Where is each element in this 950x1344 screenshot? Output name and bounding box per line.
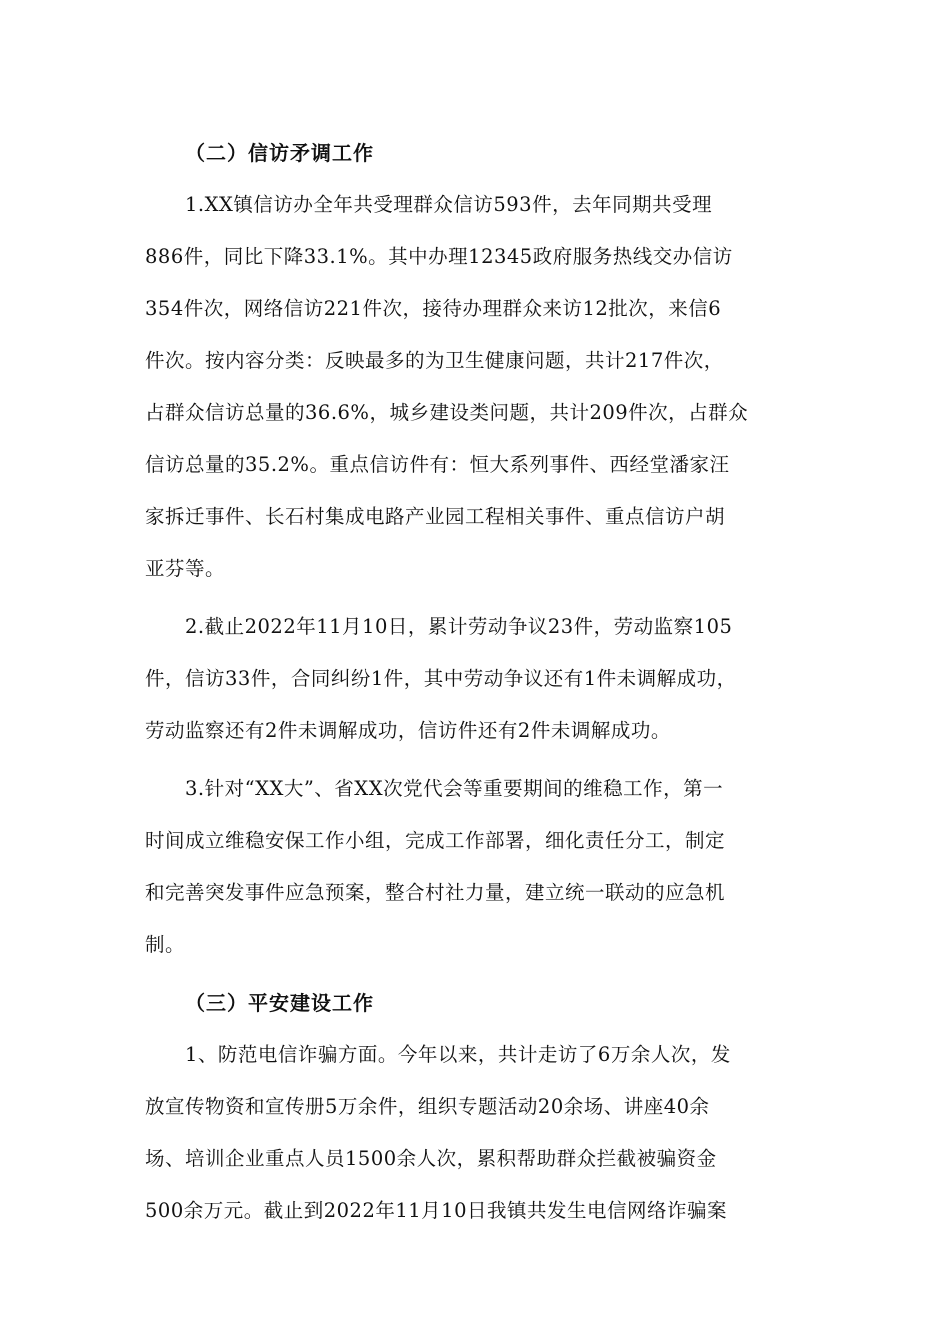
text-line: 时间成立维稳安保工作小组，完成工作部署，细化责任分工，制定 bbox=[145, 829, 726, 852]
paragraph-labor-disputes bbox=[145, 601, 805, 757]
text-line: 件次。按内容分类：反映最多的为卫生健康问题，共计217件次， bbox=[145, 349, 724, 372]
text-line: 1、防范电信诈骗方面。今年以来，共计走访了6万余人次，发 bbox=[185, 1043, 731, 1066]
paragraph-petition-stats bbox=[145, 179, 805, 595]
text-line: 3.针对“XX大”、省XX次党代会等重要期间的维稳工作，第一 bbox=[185, 777, 724, 800]
text-line: 放宣传物资和宣传册5万余件，组织专题活动20余场、讲座40余 bbox=[145, 1095, 710, 1118]
text-line: 家拆迁事件、长石村集成电路产业园工程相关事件、重点信访户胡 bbox=[145, 505, 726, 528]
paragraph-stability-work bbox=[145, 763, 805, 971]
text-line: 500余万元。截止到2022年11月10日我镇共发生电信网络诈骗案 bbox=[145, 1199, 727, 1222]
section-heading-safety: （三）平安建设工作 bbox=[185, 991, 374, 1015]
text-line: 亚芬等。 bbox=[145, 557, 226, 580]
text-line: 1.XX镇信访办全年共受理群众信访593件，去年同期共受理 bbox=[185, 193, 713, 216]
document-body bbox=[145, 127, 805, 1243]
text-line: 信访总量的35.2%。重点信访件有：恒大系列事件、西经堂潘家汪 bbox=[145, 453, 730, 476]
text-line: 劳动监察还有2件未调解成功，信访件还有2件未调解成功。 bbox=[145, 719, 671, 742]
text-line: 件，信访33件，合同纠纷1件，其中劳动争议还有1件未调解成功， bbox=[145, 667, 737, 690]
text-line: 和完善突发事件应急预案，整合村社力量，建立统一联动的应急机 bbox=[145, 881, 726, 904]
text-line: 2.截止2022年11月10日，累计劳动争议23件，劳动监察105 bbox=[185, 615, 733, 638]
text-line: 占群众信访总量的36.6%，城乡建设类问题，共计209件次，占群众 bbox=[145, 401, 749, 424]
text-line: 886件，同比下降33.1%。其中办理12345政府服务热线交办信访 bbox=[145, 245, 733, 268]
text-line: 场、培训企业重点人员1500余人次，累积帮助群众拦截被骗资金 bbox=[145, 1147, 717, 1170]
section-heading-petition: （二）信访矛调工作 bbox=[185, 141, 374, 165]
paragraph-telecom-fraud bbox=[145, 1029, 805, 1237]
text-line: 354件次，网络信访221件次，接待办理群众来访12批次，来信6 bbox=[145, 297, 722, 320]
text-line: 制。 bbox=[145, 933, 186, 956]
